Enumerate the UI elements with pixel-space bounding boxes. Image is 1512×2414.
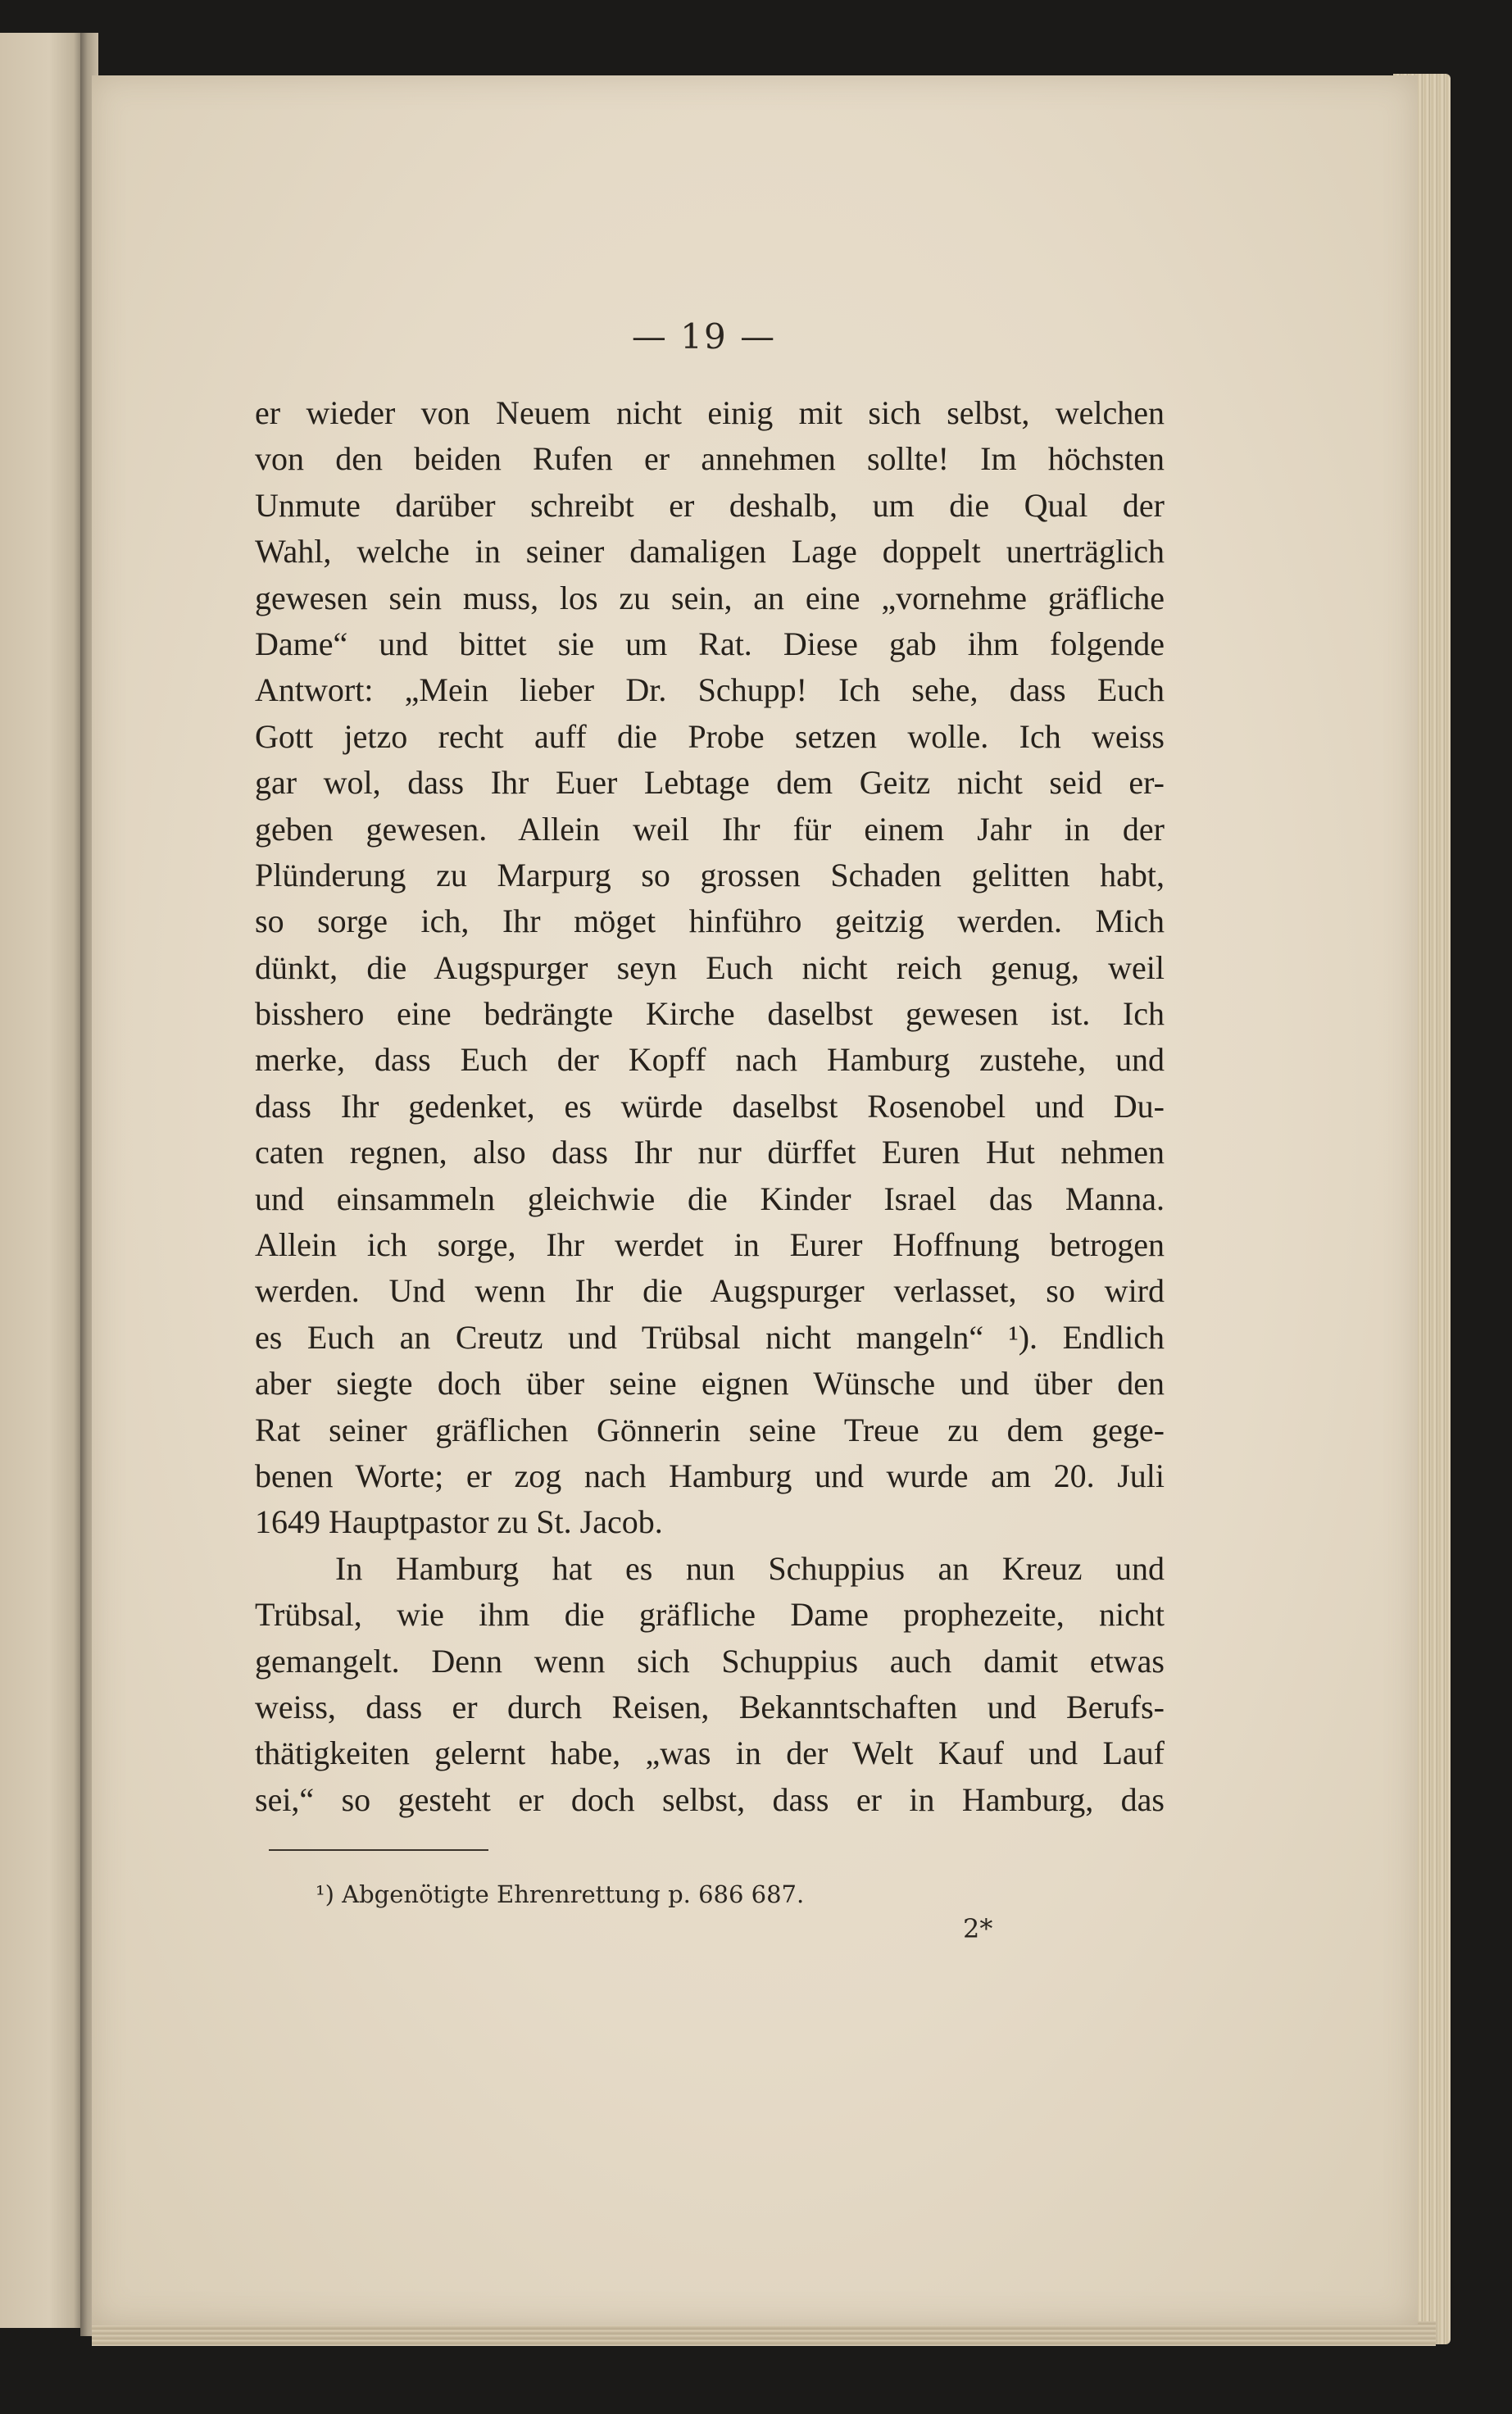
text-line: gar wol, dass Ihr Euer Lebtage dem Geitz nicht seid er- [255,764,1165,802]
text-line: dünkt, die Augspurger seyn Euch nicht reich genug, weil [255,948,1165,986]
text-line: thätigkeiten gelernt habe, „was in der Welt Kauf und Lauf [255,1734,1165,1772]
text-line: Antwort: „Mein lieber Dr. Schupp! Ich sehe, dass Euch [255,671,1165,709]
text-line: aber siegte doch über seine eignen Wünsche und über den [255,1365,1165,1402]
text-line: 1649 Hauptpastor zu St. Jacob. [255,1503,663,1541]
footnote: ¹) Abgenötigte Ehrenrettung p. 686 687. [316,1880,805,1908]
page-number: — 19 — [631,316,777,357]
text-line: weiss, dass er durch Reisen, Bekanntschaften und Berufs- [255,1688,1165,1725]
text-line: gewesen sein muss, los zu sein, an eine „vornehme gräfliche [255,579,1165,616]
left-page-edge [0,33,82,2328]
text-line: so sorge ich, Ihr möget hinführo geitzig werden. Mich [255,902,1165,940]
text-line: geben gewesen. Allein weil Ihr für einem Jahr in der [255,810,1165,848]
text-line: er wieder von Neuem nicht einig mit sich selbst, welchen [255,394,1165,431]
text-line: Plünderung zu Marpurg so grossen Schaden gelitten habt, [255,856,1165,893]
text-line: dass Ihr gedenket, es würde daselbst Rosenobel und Du- [255,1087,1165,1125]
text-line: sei,“ so gesteht er doch selbst, dass er in Hamburg, das [255,1780,1165,1818]
text-line: Unmute darüber schreibt er deshalb, um die Qual der [255,486,1165,524]
body-text [255,390,1165,1823]
text-line: es Euch an Creutz und Trübsal nicht mangeln“ ¹). Endlich [255,1318,1165,1356]
text-line: In Hamburg hat es nun Schuppius an Kreuz und [335,1549,1165,1587]
text-line: werden. Und wenn Ihr die Augspurger verlasset, so wird [255,1272,1165,1310]
text-line: von den beiden Rufen er annehmen sollte! Im höchsten [255,440,1165,478]
text-line: caten regnen, also dass Ihr nur dürffet Euren Hut nehmen [255,1134,1165,1171]
footnote-rule [269,1849,488,1851]
text-line: und einsammeln gleichwie die Kinder Israel das Manna. [255,1180,1165,1217]
text-line: Wahl, welche in seiner damaligen Lage doppelt unerträglich [255,533,1165,571]
text-line: bisshero eine bedrängte Kirche daselbst gewesen ist. Ich [255,995,1165,1033]
text-line: Rat seiner gräflichen Gönnerin seine Treue zu dem gege- [255,1411,1165,1448]
text-line: Dame“ und bittet sie um Rat. Diese gab ihm folgende [255,625,1165,662]
signature-mark: 2* [963,1913,993,1944]
text-line: Gott jetzo recht auff die Probe setzen wolle. Ich weiss [255,717,1165,755]
text-line: gemangelt. Denn wenn sich Schuppius auch damit etwas [255,1642,1165,1680]
text-line: benen Worte; er zog nach Hamburg und wurde am 20. Juli [255,1457,1165,1494]
text-line: Trübsal, wie ihm die gräfliche Dame prophezeite, nicht [255,1596,1165,1634]
text-line: merke, dass Euch der Kopff nach Hamburg zustehe, und [255,1041,1165,1079]
text-line: Allein ich sorge, Ihr werdet in Eurer Hoffnung betrogen [255,1226,1165,1264]
